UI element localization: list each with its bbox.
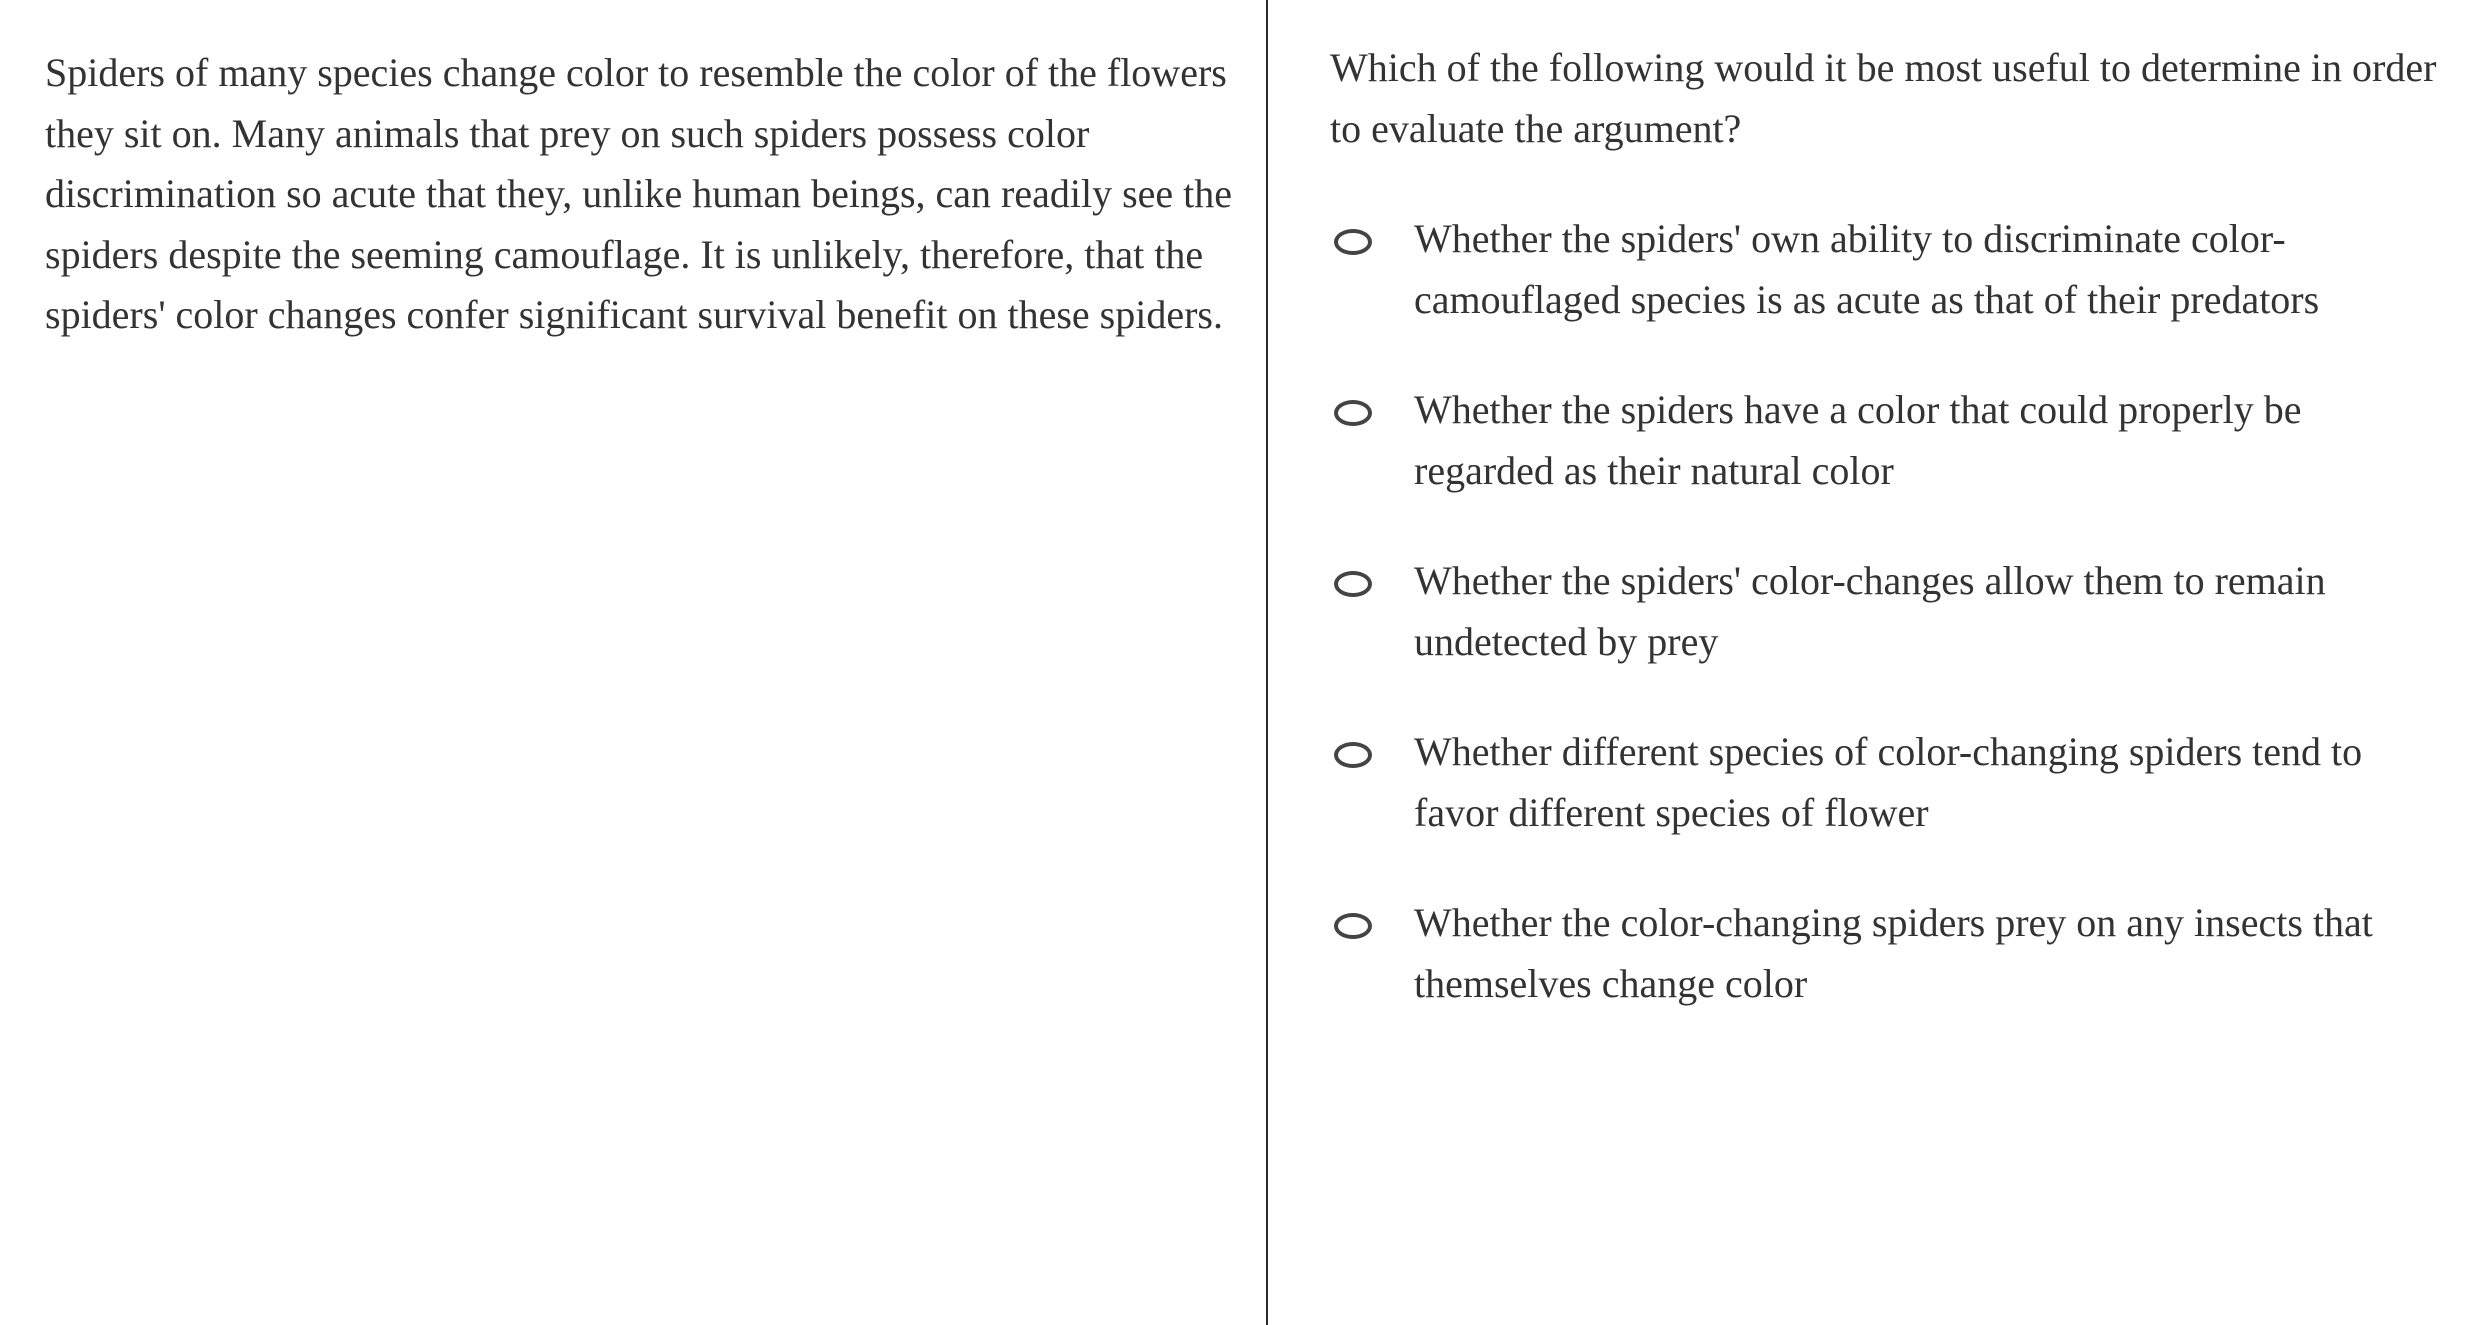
answer-option-c[interactable] xyxy=(1330,551,2459,672)
question-pane xyxy=(1268,0,2479,1325)
radio-button-icon[interactable] xyxy=(1334,742,1372,768)
radio-button-icon[interactable] xyxy=(1334,229,1372,255)
passage-text: Spiders of many species change color to resemble the color of the flowers they sit on. Many animals that prey on such spiders possess color discrimination so acute that they, unlike human beings, can readily see the spiders despite the seeming camouflage. It is unlikely, therefore, that the spiders' color changes confer significant survival benefit on these spiders. xyxy=(45,50,1233,337)
radio-button-icon[interactable] xyxy=(1334,400,1372,426)
answer-option-label[interactable]: Whether the color-changing spiders prey on any insects that themselves change color xyxy=(1414,900,2373,1006)
answer-option-label[interactable]: Whether different species of color-changing spiders tend to favor different species of flower xyxy=(1414,729,2363,835)
answer-option-e[interactable] xyxy=(1330,893,2459,1014)
radio-button-icon[interactable] xyxy=(1334,913,1372,939)
answer-option-label[interactable]: Whether the spiders' own ability to discriminate color-camouflaged species is as acute as that of their predators xyxy=(1414,216,2320,322)
answer-option-label[interactable]: Whether the spiders have a color that could properly be regarded as their natural color xyxy=(1414,387,2302,493)
radio-button-icon[interactable] xyxy=(1334,571,1372,597)
answer-option-d[interactable] xyxy=(1330,722,2459,843)
answer-option-label[interactable]: Whether the spiders' color-changes allow them to remain undetected by prey xyxy=(1414,558,2326,664)
answer-options xyxy=(1330,209,2459,1014)
question-stem: Which of the following would it be most useful to determine in order to evaluate the argument? xyxy=(1330,45,2437,151)
answer-option-a[interactable] xyxy=(1330,209,2459,330)
answer-option-b[interactable] xyxy=(1330,380,2459,501)
